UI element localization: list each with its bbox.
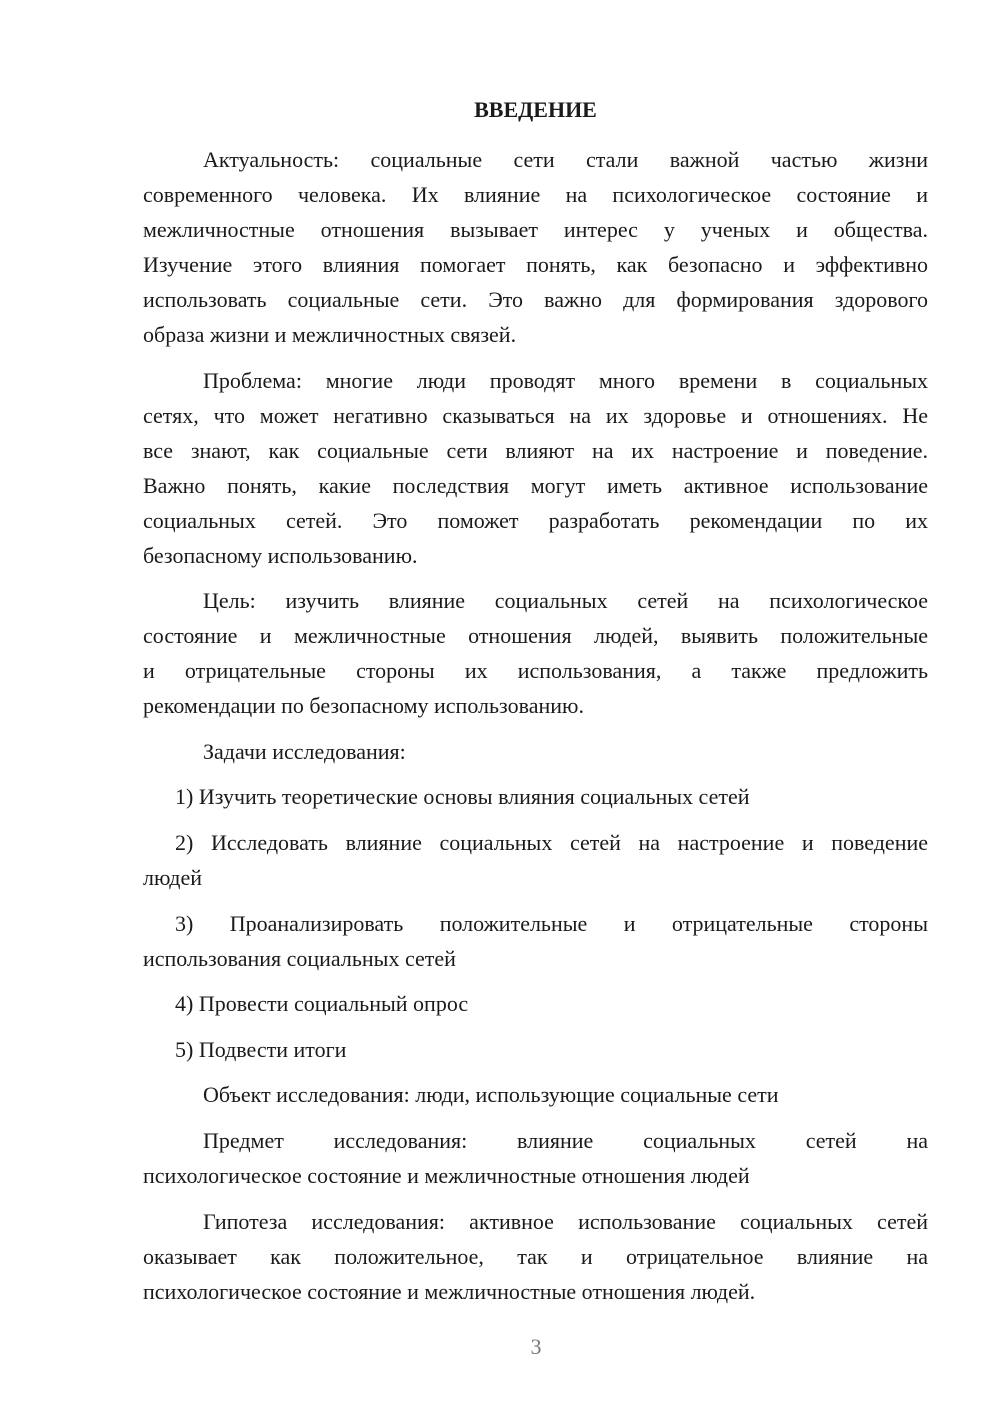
paragraph xyxy=(143,734,928,769)
text-line: Задачи исследования: xyxy=(203,738,406,764)
text-line: 2) Исследовать влияние социальных сетей на настроение и поведение xyxy=(175,829,928,855)
paragraph xyxy=(143,583,928,723)
list-item xyxy=(143,906,928,976)
paragraph xyxy=(143,1204,928,1309)
text-line: современного человека. Их влияние на психологическое состояние и xyxy=(143,182,928,207)
list-item xyxy=(143,1032,928,1067)
text-line: Предмет исследования: влияние социальных сетей на xyxy=(203,1127,928,1153)
section-title: ВВЕДЕНИЕ xyxy=(474,97,597,122)
list-item xyxy=(143,986,928,1021)
text-line: все знают, как социальные сети влияют на их настроение и поведение. xyxy=(143,437,928,463)
text-line: 5) Подвести итоги xyxy=(175,1036,347,1062)
text-line: Гипотеза исследования: активное использование социальных сетей xyxy=(203,1208,928,1234)
text-line: безопасному использованию. xyxy=(143,542,418,568)
text-line: состояние и межличностные отношения людей, выявить положительные xyxy=(143,623,928,649)
page-number: 3 xyxy=(530,1334,542,1359)
text-line: психологическое состояние и межличностные отношения людей xyxy=(143,1162,750,1188)
text-line: использовать социальные сети. Это важно для формирования здорового xyxy=(143,287,928,312)
text-line: Объект исследования: люди, использующие социальные сети xyxy=(203,1082,779,1108)
text-line: Актуальность: социальные сети стали важной частью жизни xyxy=(203,147,928,172)
document-page xyxy=(143,92,928,1309)
text-line: и отрицательные стороны их использования, а также предложить xyxy=(143,658,928,684)
paragraph xyxy=(143,1077,928,1112)
text-line: рекомендации по безопасному использованию. xyxy=(143,693,584,719)
text-line: межличностные отношения вызывает интерес у ученых и общества. xyxy=(143,217,928,242)
text-line: Изучение этого влияния помогает понять, как безопасно и эффективно xyxy=(143,252,928,277)
text-line: 4) Провести социальный опрос xyxy=(175,991,469,1017)
text-line: людей xyxy=(143,864,203,890)
text-line: образа жизни и межличностных связей. xyxy=(143,322,517,347)
paragraph xyxy=(143,363,928,573)
paragraph xyxy=(143,1123,928,1193)
list-item xyxy=(143,825,928,895)
text-line: Проблема: многие люди проводят много времени в социальных xyxy=(203,367,928,393)
text-line: психологическое состояние и межличностные отношения людей. xyxy=(143,1278,756,1304)
text-line: Важно понять, какие последствия могут иметь активное использование xyxy=(143,472,928,498)
text-line: сетях, что может негативно сказываться на их здоровье и отношениях. Не xyxy=(143,402,928,428)
text-line: использования социальных сетей xyxy=(143,945,456,971)
text-line: 1) Изучить теоретические основы влияния социальных сетей xyxy=(175,784,750,810)
text-line: Цель: изучить влияние социальных сетей на психологическое xyxy=(203,588,928,614)
list-item xyxy=(143,779,928,814)
text-line: оказывает как положительное, так и отрицательное влияние на xyxy=(143,1243,928,1269)
paragraph xyxy=(143,142,928,352)
text-line: 3) Проанализировать положительные и отрицательные стороны xyxy=(175,910,928,936)
text-line: социальных сетей. Это поможет разработать рекомендации по их xyxy=(143,507,928,533)
